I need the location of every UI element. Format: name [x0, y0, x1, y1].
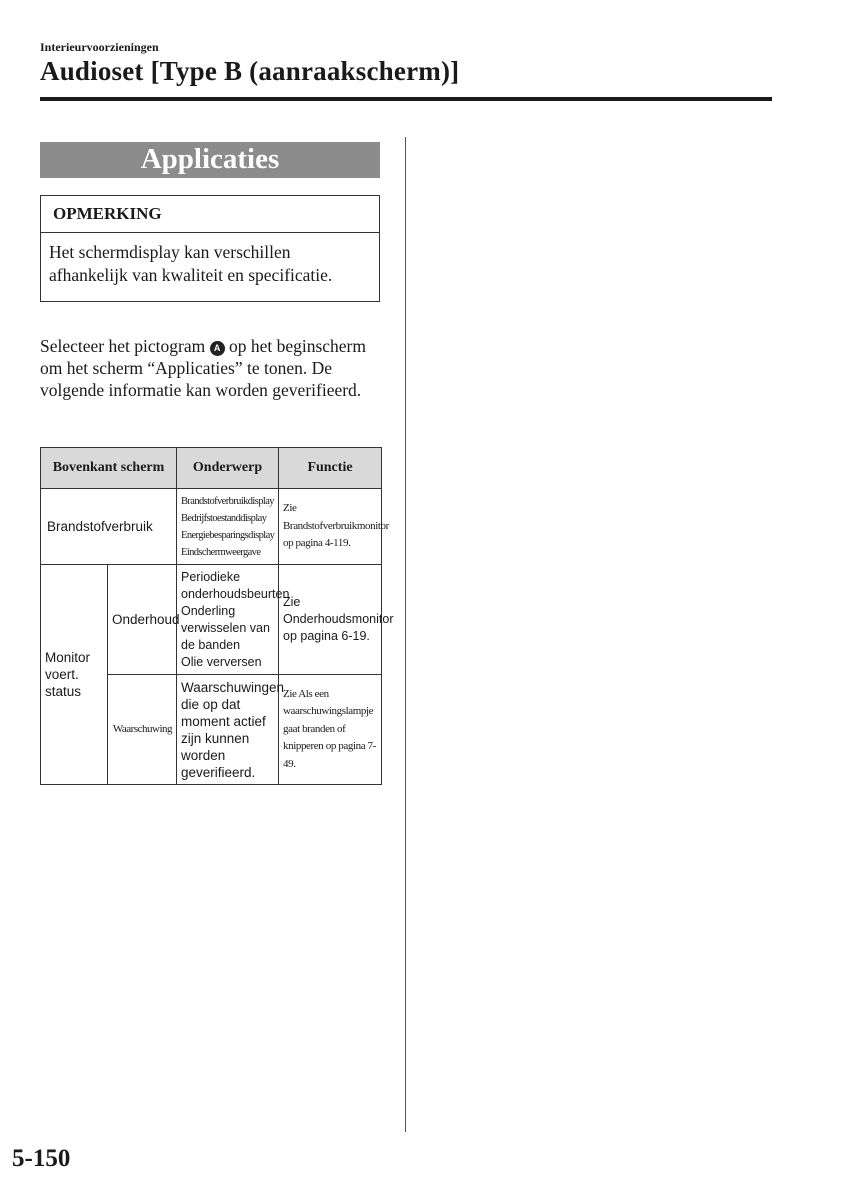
section-label: Interieurvoorzieningen: [40, 40, 159, 54]
column-divider: [405, 137, 406, 1132]
cell-warning-subjects: Waarschuwingen die op dat moment actief zijn kunnen worden geverifieerd.: [177, 675, 279, 785]
cell-warning-function: Zie Als een waarschuwingslampje gaat branden of knipperen op pagina 7-49.: [279, 675, 382, 785]
cell-maintenance-subjects: [177, 565, 290, 675]
cell-warning-label: Waarschuwing: [108, 675, 177, 785]
note-text: Het schermdisplay kan verschillen afhankelijk van kwaliteit en specificatie.: [49, 242, 333, 285]
list-item: Periodieke onderhoudsbeurten: [181, 569, 290, 601]
intro-text-after: op het beginscherm om het scherm “Applicaties” te tonen. De volgende informatie kan worden geverifieerd.: [40, 336, 366, 400]
applications-table: [40, 447, 394, 785]
note-box: [40, 195, 380, 302]
applications-icon: A: [210, 341, 225, 356]
note-heading: OPMERKING: [41, 196, 379, 233]
intro-paragraph: [40, 335, 385, 401]
list-item: Brandstofverbruikdisplay: [181, 495, 274, 507]
cell-maintenance-label: Onderhoud: [108, 565, 177, 675]
table-row-maintenance: [41, 565, 382, 675]
list-item: Olie verversen: [181, 654, 262, 669]
list-item: Eindschermweergave: [181, 546, 261, 558]
cell-monitor-top: Monitor voert. status: [41, 565, 108, 785]
header-subject: Onderwerp: [177, 448, 279, 489]
list-item: Bedrijfstoestanddisplay: [181, 512, 267, 524]
chapter-title: Audioset [Type B (aanraakscherm)]: [40, 56, 460, 86]
page-number: 5-150: [12, 1145, 71, 1172]
header-function: Functie: [279, 448, 382, 489]
list-item: Onderling verwisselen van de banden: [181, 603, 270, 652]
cell-fuel-subjects: [177, 489, 279, 565]
table-header-row: [41, 448, 382, 489]
header-top-screen: Bovenkant scherm: [41, 448, 177, 489]
list-item: Energiebesparingsdisplay: [181, 529, 275, 541]
section-banner: Applicaties: [40, 142, 380, 178]
header-rule: [40, 97, 772, 101]
table-row-fuel: [41, 489, 382, 565]
cell-maintenance-function: Zie Onderhoudsmonitor op pagina 6-19.: [279, 565, 382, 675]
intro-text-before: Selecteer het pictogram: [40, 336, 206, 356]
cell-fuel-top: Brandstofverbruik: [41, 489, 177, 565]
cell-fuel-function: Zie Brandstofverbruikmonitor op pagina 4-119.: [279, 489, 382, 565]
